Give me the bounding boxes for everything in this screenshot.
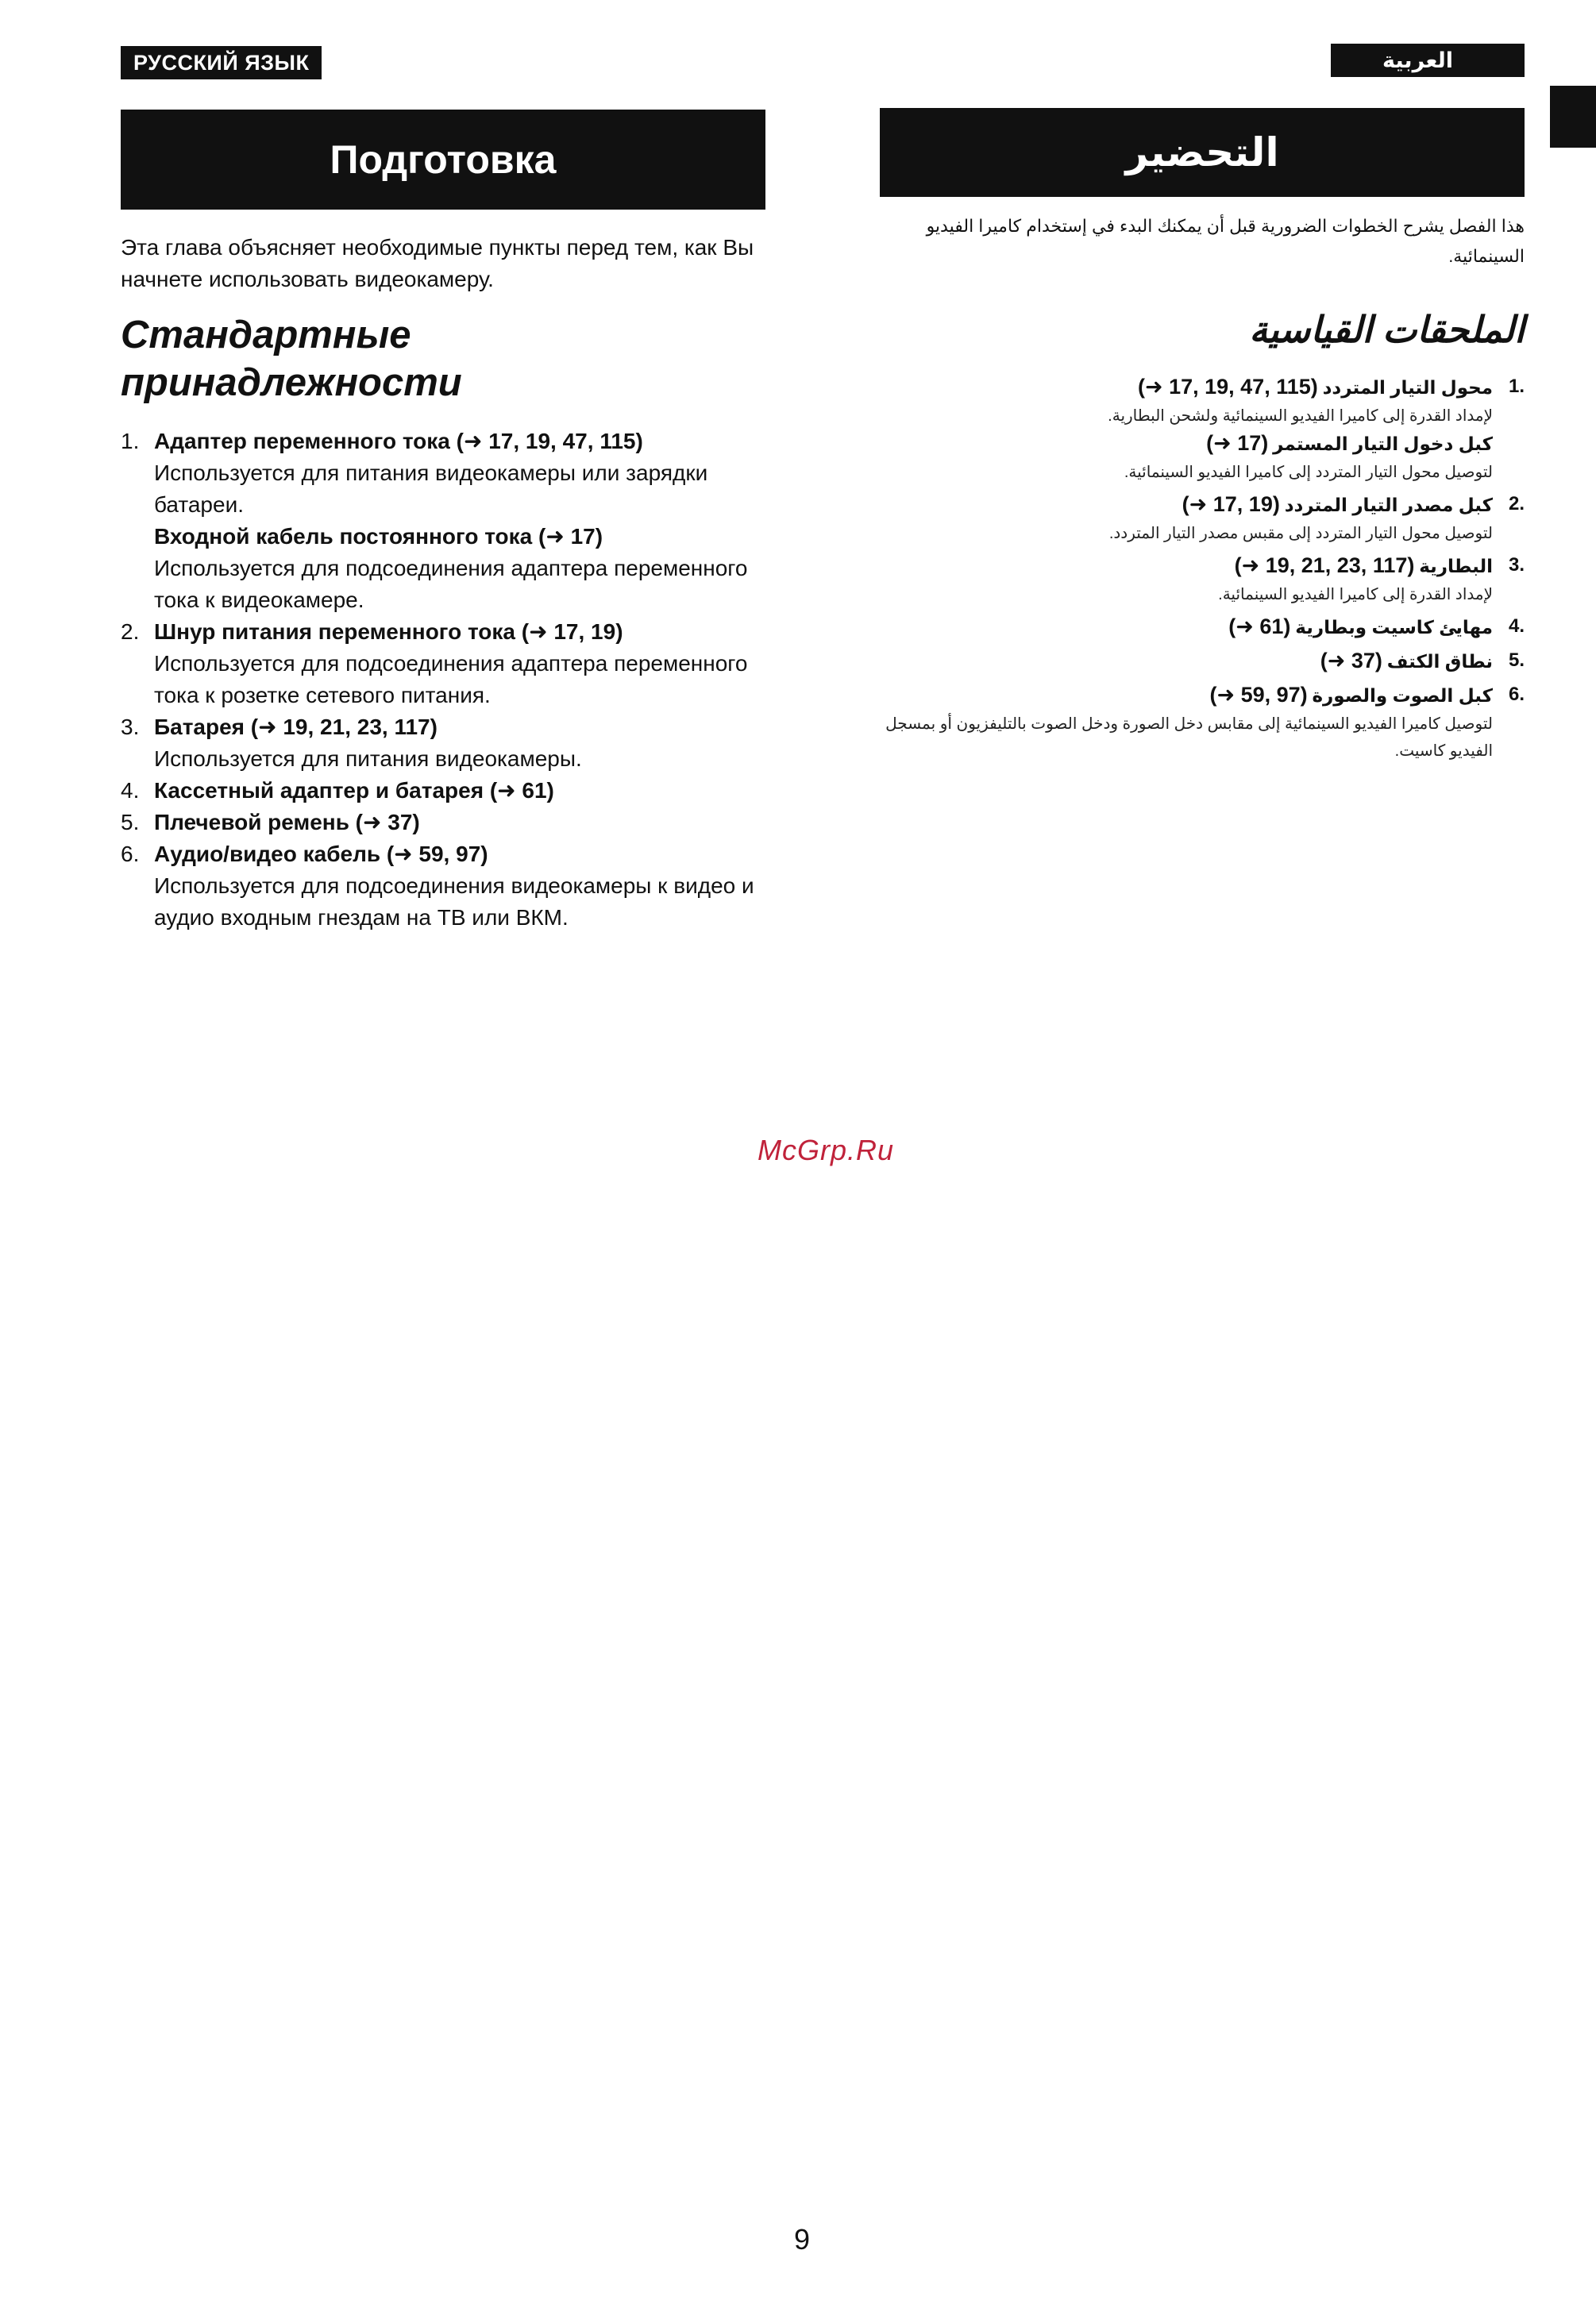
item-page-reference: (➜ 19, 21, 23, 117)	[1234, 553, 1415, 577]
item-description: Используется для питания видеокамеры.	[154, 746, 582, 771]
item-description: لإمداد القدرة إلى كاميرا الفيديو السينمائية ولشحن البطارية.	[1108, 407, 1493, 425]
intro-text-arabic: هذا الفصل يشرح الخطوات الضرورية قبل أن يمكنك البدء في إستخدام كاميرا الفيديو السينمائية.	[926, 216, 1525, 266]
section-heading-arabic: الملحقات القياسية	[1249, 309, 1525, 350]
list-item	[121, 807, 772, 838]
item-subtitle: Входной кабель постоянного тока (➜ 17)	[154, 524, 603, 549]
language-tag-russian: РУССКИЙ ЯЗЫК	[121, 46, 322, 79]
item-page-reference: (➜ 61)	[1228, 615, 1291, 638]
item-title: كبل مصدر التيار المتردد	[1284, 495, 1493, 515]
item-sub-description: Используется для подсоединения адаптера переменного тока к видеокамере.	[154, 556, 748, 612]
list-item	[880, 491, 1525, 547]
list-item	[121, 616, 772, 711]
item-description: Используется для подсоединения адаптера переменного тока к розетке сетевого питания.	[154, 651, 748, 707]
section-heading-russian: Стандартные принадлежности	[121, 314, 462, 404]
list-item	[880, 613, 1525, 642]
item-title: محول التيار المتردد	[1322, 377, 1493, 398]
item-page-reference: (➜ 59, 97)	[1209, 683, 1308, 707]
list-item	[121, 838, 772, 934]
item-page-reference: (➜ 17, 19)	[1182, 492, 1280, 516]
item-title: نطاق الكتف	[1386, 651, 1493, 672]
item-number: .1	[1508, 376, 1525, 397]
item-number: .6	[1508, 684, 1525, 705]
item-description: Используется для питания видеокамеры или зарядки батареи.	[154, 460, 708, 517]
intro-text-russian: Эта глава объясняет необходимые пункты перед тем, как Вы начнете использовать видеокамеру.	[121, 235, 754, 291]
item-title: Аудио/видео кабель (➜ 59, 97)	[154, 842, 488, 866]
item-description: Используется для подсоединения видеокамеры к видео и аудио входным гнездам на ТВ или ВКМ.	[154, 873, 754, 930]
item-number: .2	[1508, 493, 1525, 514]
list-item	[880, 647, 1525, 676]
chapter-title-arabic: التحضير	[880, 108, 1525, 197]
item-subtitle: كبل دخول التيار المستمر	[1273, 433, 1493, 454]
item-number: 5.	[121, 810, 140, 834]
list-item	[121, 426, 772, 616]
chapter-title-russian: Подготовка	[121, 110, 765, 210]
item-title: Адаптер переменного тока (➜ 17, 19, 47, 115)	[154, 429, 643, 453]
item-description: لتوصيل محول التيار المتردد إلى مقبس مصدر التيار المتردد.	[1108, 525, 1493, 542]
item-title: Плечевой ремень (➜ 37)	[154, 810, 420, 834]
item-number: 4.	[121, 778, 140, 803]
page-edge-tab	[1550, 86, 1596, 148]
item-title: Шнур питания переменного тока (➜ 17, 19)	[154, 619, 623, 644]
page-number: 9	[793, 2223, 811, 2256]
item-title: البطارية	[1419, 556, 1493, 576]
item-title: مهايئ كاسيت وبطارية	[1295, 617, 1493, 638]
accessory-list-arabic	[880, 373, 1525, 769]
item-description: لإمداد القدرة إلى كاميرا الفيديو السينمائية.	[1218, 586, 1493, 603]
item-number: 3.	[121, 715, 140, 739]
item-title: Кассетный адаптер и батарея (➜ 61)	[154, 778, 554, 803]
language-tag-arabic: العربية	[1331, 44, 1525, 77]
item-sub-description: لتوصيل محول التيار المتردد إلى كاميرا الفيديو السينمائية.	[1124, 464, 1493, 481]
item-number: .4	[1508, 615, 1525, 637]
watermark-text: McGrp.Ru	[757, 1134, 895, 1166]
item-number: 1.	[121, 429, 140, 453]
item-number: 2.	[121, 619, 140, 644]
item-number: 6.	[121, 842, 140, 866]
item-number: .5	[1508, 649, 1525, 671]
item-page-reference: (➜ 17, 19, 47, 115)	[1137, 375, 1318, 399]
list-item	[121, 775, 772, 807]
item-page-reference: (➜ 37)	[1320, 649, 1382, 672]
item-title: كبل الصوت والصورة	[1312, 685, 1493, 706]
list-item	[880, 552, 1525, 608]
item-description: لتوصيل كاميرا الفيديو السينمائية إلى مقابس دخل الصورة ودخل الصوت بالتليفزيون أو بمسجل الفيديو كاسيت.	[885, 715, 1493, 760]
accessory-list-russian	[121, 426, 772, 934]
item-page-reference: (➜ 17)	[1206, 431, 1269, 455]
list-item	[880, 373, 1525, 486]
list-item	[121, 711, 772, 775]
list-item	[880, 681, 1525, 765]
item-title: Батарея (➜ 19, 21, 23, 117)	[154, 715, 438, 739]
item-number: .3	[1508, 554, 1525, 576]
